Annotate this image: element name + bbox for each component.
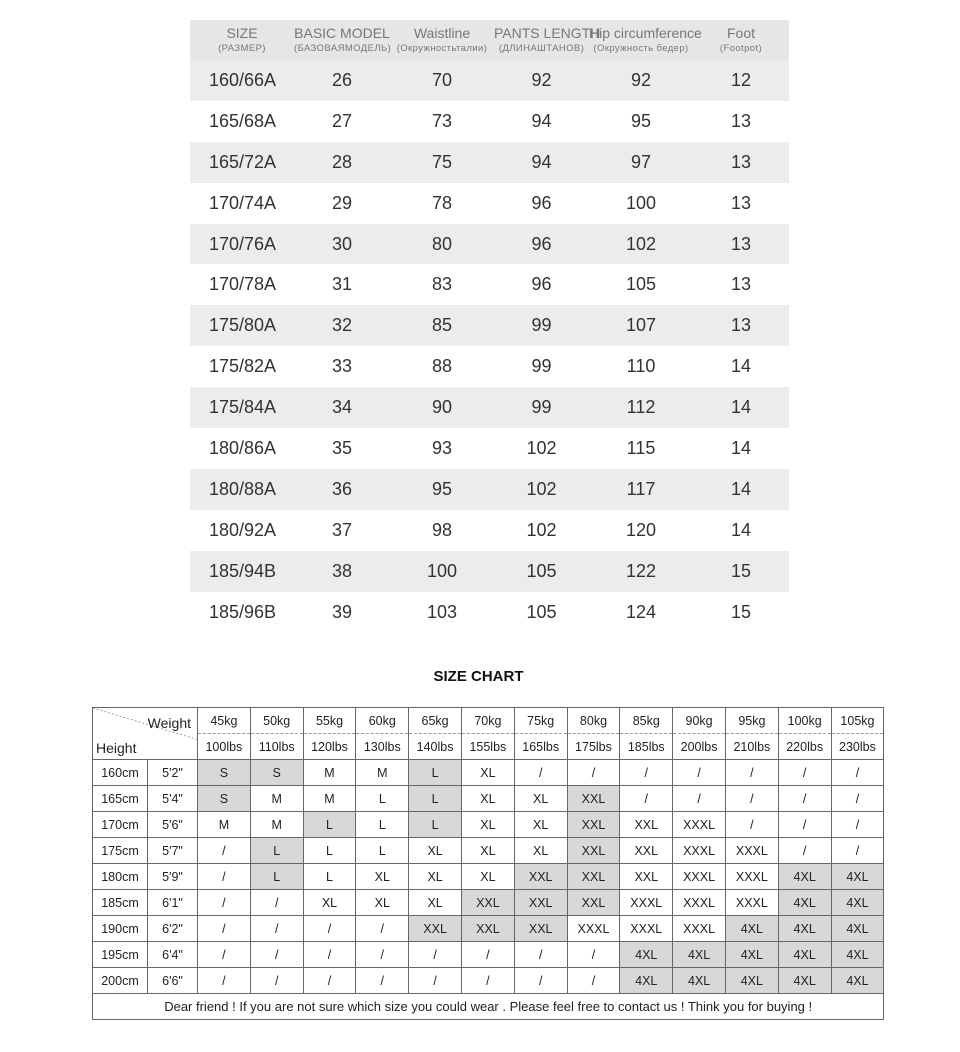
- size-cell: XL: [461, 786, 514, 812]
- size-cell: /: [778, 760, 831, 786]
- size-cell: L: [356, 838, 409, 864]
- measurement-cell: 14: [730, 478, 752, 499]
- size-cell: /: [303, 916, 356, 942]
- weight-lbs-cell: 220lbs: [778, 734, 831, 760]
- weight-kg-cell: 55kg: [303, 708, 356, 734]
- size-cell: 4XL: [831, 968, 884, 994]
- measurement-cell: 98: [431, 519, 453, 540]
- size-chart-table: [92, 707, 884, 1020]
- size-cell: /: [461, 942, 514, 968]
- header-en: SIZE: [226, 25, 258, 41]
- header-ru: (Окружностьталии): [396, 43, 488, 54]
- header-ru: (Footpot): [719, 43, 763, 54]
- size-cell: /: [198, 942, 251, 968]
- size-cell: /: [303, 942, 356, 968]
- weight-kg-cell: 45kg: [198, 708, 251, 734]
- weight-lbs-cell: 100lbs: [198, 734, 251, 760]
- header-en: Foot: [726, 25, 755, 41]
- measurement-cell: 88: [431, 356, 453, 377]
- measurement-cell: 94: [531, 151, 552, 172]
- size-cell: XXL: [567, 812, 620, 838]
- measurement-cell: 85: [431, 315, 453, 336]
- size-cell: /: [831, 838, 884, 864]
- weight-lbs-cell: 175lbs: [567, 734, 620, 760]
- measurement-cell: 13: [730, 151, 752, 172]
- weight-lbs-cell: 120lbs: [303, 734, 356, 760]
- weight-kg-cell: 75kg: [514, 708, 567, 734]
- measurement-cell: 102: [526, 437, 557, 458]
- size-cell: 4XL: [725, 942, 778, 968]
- measurement-cell: 96: [531, 233, 552, 254]
- weight-kg-cell: 65kg: [409, 708, 462, 734]
- measurement-cell: 97: [630, 151, 652, 172]
- measurement-cell: 124: [625, 601, 657, 622]
- size-cell: XL: [461, 864, 514, 890]
- size-cell: XL: [409, 864, 462, 890]
- weight-kg-cell: 100kg: [778, 708, 831, 734]
- measurement-row: [190, 305, 789, 346]
- measurement-cell: 83: [431, 274, 453, 295]
- measurement-cell: 34: [331, 397, 353, 418]
- size-cell: /: [514, 760, 567, 786]
- size-cell: 4XL: [725, 916, 778, 942]
- size-cell: /: [514, 942, 567, 968]
- measurement-cell: 99: [531, 356, 552, 377]
- height-ft-cell: 6'1": [148, 890, 198, 916]
- measurement-row: [190, 183, 789, 224]
- header-ru: (ДЛИНАШТАНОВ): [498, 43, 585, 54]
- size-cell: /: [778, 786, 831, 812]
- measurement-cell: 180/92A: [209, 519, 277, 540]
- weight-lbs-cell: 210lbs: [725, 734, 778, 760]
- measurement-cell: 165/68A: [209, 110, 277, 131]
- height-row: [93, 942, 884, 968]
- header-ru: (БАЗОВАЯМОДЕЛЬ): [294, 43, 392, 54]
- measurement-cell: 36: [331, 478, 353, 499]
- header-en: BASIC MODEL: [294, 25, 390, 41]
- size-cell: M: [303, 760, 356, 786]
- weight-kg-cell: 105kg: [831, 708, 884, 734]
- measurement-cell: 90: [431, 397, 453, 418]
- measurement-cell: 14: [730, 356, 752, 377]
- measurement-cell: 105: [526, 601, 557, 622]
- size-cell: L: [409, 760, 462, 786]
- measurement-cell: 175/82A: [209, 356, 277, 377]
- size-cell: XL: [514, 812, 567, 838]
- measurement-cell: 170/74A: [209, 192, 277, 213]
- size-cell: XXL: [620, 864, 673, 890]
- size-cell: XXXL: [620, 890, 673, 916]
- weight-lbs-cell: 130lbs: [356, 734, 409, 760]
- measurement-cell: 30: [331, 233, 353, 254]
- size-cell: 4XL: [778, 968, 831, 994]
- weight-kg-cell: 70kg: [461, 708, 514, 734]
- size-cell: /: [567, 942, 620, 968]
- size-cell: XXXL: [725, 890, 778, 916]
- measurement-row: [190, 264, 789, 305]
- size-cell: XXXL: [725, 838, 778, 864]
- measurement-row: [190, 60, 789, 101]
- header-en: PANTS LENGTH: [494, 25, 601, 41]
- weight-lbs-row: [93, 734, 884, 760]
- size-cell: /: [250, 916, 303, 942]
- size-cell: 4XL: [673, 968, 726, 994]
- size-cell: XXL: [620, 838, 673, 864]
- weight-kg-cell: 90kg: [673, 708, 726, 734]
- size-cell: /: [778, 838, 831, 864]
- measurement-cell: 185/94B: [209, 560, 277, 581]
- height-row: [93, 864, 884, 890]
- height-cm-cell: 160cm: [93, 760, 148, 786]
- size-cell: XXL: [620, 812, 673, 838]
- size-cell: XXXL: [673, 864, 726, 890]
- height-ft-cell: 6'2": [148, 916, 198, 942]
- height-row: [93, 890, 884, 916]
- height-row: [93, 968, 884, 994]
- size-cell: XXL: [514, 890, 567, 916]
- weight-lbs-cell: 200lbs: [673, 734, 726, 760]
- size-cell: L: [409, 786, 462, 812]
- size-cell: /: [831, 760, 884, 786]
- height-label: Height: [96, 740, 137, 756]
- measurement-row: [190, 142, 789, 183]
- size-cell: XXL: [567, 864, 620, 890]
- measurement-cell: 73: [431, 110, 453, 131]
- size-cell: /: [673, 760, 726, 786]
- weight-kg-cell: 50kg: [250, 708, 303, 734]
- measurement-cell: 80: [431, 233, 453, 254]
- size-cell: M: [303, 786, 356, 812]
- height-cm-cell: 185cm: [93, 890, 148, 916]
- measurement-table: [190, 20, 789, 632]
- height-ft-cell: 5'4": [148, 786, 198, 812]
- measurement-cell: 165/72A: [209, 151, 277, 172]
- size-cell: /: [725, 760, 778, 786]
- measurement-cell: 105: [625, 274, 657, 295]
- measurement-cell: 14: [730, 397, 752, 418]
- weight-label: Weight: [147, 715, 191, 731]
- size-cell: XXXL: [673, 812, 726, 838]
- height-ft-cell: 6'4": [148, 942, 198, 968]
- measurement-cell: 39: [331, 601, 353, 622]
- measurement-cell: 37: [331, 519, 353, 540]
- weight-lbs-cell: 230lbs: [831, 734, 884, 760]
- measurement-cell: 102: [625, 233, 657, 254]
- size-cell: L: [356, 786, 409, 812]
- measurement-row: [190, 510, 789, 551]
- weight-kg-cell: 80kg: [567, 708, 620, 734]
- measurement-cell: 26: [331, 69, 353, 90]
- size-cell: 4XL: [831, 864, 884, 890]
- size-cell: S: [198, 760, 251, 786]
- size-cell: XXL: [514, 864, 567, 890]
- measurement-row: [190, 469, 789, 510]
- measurement-cell: 92: [630, 69, 652, 90]
- size-cell: XXL: [567, 786, 620, 812]
- measurement-cell: 35: [331, 437, 353, 458]
- height-row: [93, 760, 884, 786]
- size-cell: S: [250, 760, 303, 786]
- measurement-cell: 170/78A: [209, 274, 277, 295]
- size-cell: XL: [461, 760, 514, 786]
- measurement-cell: 13: [730, 110, 752, 131]
- measurement-cell: 110: [626, 356, 656, 377]
- measurement-cell: 180/86A: [209, 437, 277, 458]
- size-cell: XL: [303, 890, 356, 916]
- height-cm-cell: 170cm: [93, 812, 148, 838]
- measurement-cell: 96: [531, 274, 552, 295]
- measurement-cell: 14: [730, 519, 752, 540]
- size-cell: L: [250, 838, 303, 864]
- size-cell: L: [409, 812, 462, 838]
- measurement-cell: 99: [531, 397, 552, 418]
- size-cell: L: [250, 864, 303, 890]
- size-cell: /: [620, 760, 673, 786]
- measurement-cell: 160/66A: [209, 69, 277, 90]
- measurement-cell: 70: [431, 69, 453, 90]
- height-ft-cell: 5'2": [148, 760, 198, 786]
- measurement-cell: 99: [531, 315, 552, 336]
- weight-lbs-cell: 110lbs: [250, 734, 303, 760]
- measurement-body: [190, 60, 789, 632]
- height-cm-cell: 195cm: [93, 942, 148, 968]
- measurement-cell: 122: [625, 560, 657, 581]
- measurement-cell: 13: [730, 233, 752, 254]
- size-cell: /: [250, 890, 303, 916]
- size-cell: XL: [409, 838, 462, 864]
- size-cell: L: [303, 838, 356, 864]
- size-cell: L: [303, 864, 356, 890]
- measurement-cell: 15: [730, 601, 752, 622]
- height-cm-cell: 165cm: [93, 786, 148, 812]
- chart-note: Dear friend ! If you are not sure which size you could wear . Please feel free to contact us ! Think you for buying !: [93, 994, 884, 1020]
- measurement-cell: 95: [630, 110, 652, 131]
- header-hip: [589, 20, 702, 60]
- measurement-cell: 103: [426, 601, 458, 622]
- size-chart-body: [93, 708, 884, 1020]
- measurement-cell: 100: [426, 560, 458, 581]
- height-ft-cell: 5'6": [148, 812, 198, 838]
- size-cell: /: [725, 812, 778, 838]
- size-cell: XXL: [567, 838, 620, 864]
- header-pants-length: [494, 20, 601, 60]
- measurement-cell: 95: [431, 478, 453, 499]
- height-cm-cell: 180cm: [93, 864, 148, 890]
- weight-kg-row: [93, 708, 884, 734]
- height-ft-cell: 6'6": [148, 968, 198, 994]
- size-cell: M: [198, 812, 251, 838]
- measurement-row: [190, 346, 789, 387]
- measurement-row: [190, 592, 789, 633]
- size-cell: /: [831, 786, 884, 812]
- size-cell: L: [356, 812, 409, 838]
- size-cell: M: [356, 760, 409, 786]
- header-en: Hip circumference: [589, 25, 702, 41]
- measurement-cell: 78: [431, 192, 453, 213]
- size-cell: XXL: [461, 890, 514, 916]
- note-row: [93, 994, 884, 1020]
- size-cell: /: [514, 968, 567, 994]
- height-row: [93, 916, 884, 942]
- measurement-row: [190, 551, 789, 592]
- size-cell: XXL: [461, 916, 514, 942]
- size-cell: XXXL: [673, 916, 726, 942]
- weight-lbs-cell: 140lbs: [409, 734, 462, 760]
- size-cell: L: [303, 812, 356, 838]
- size-cell: /: [250, 968, 303, 994]
- size-cell: /: [673, 786, 726, 812]
- measurement-cell: 94: [531, 110, 552, 131]
- measurement-cell: 112: [626, 397, 656, 418]
- size-cell: 4XL: [831, 916, 884, 942]
- size-cell: 4XL: [725, 968, 778, 994]
- size-cell: /: [409, 942, 462, 968]
- chart-corner: [93, 708, 198, 760]
- header-ru: (РАЗМЕР): [218, 43, 266, 54]
- size-cell: /: [198, 916, 251, 942]
- header-ru: (Окружность бедер): [593, 43, 689, 54]
- measurement-cell: 13: [730, 274, 752, 295]
- measurement-cell: 100: [625, 192, 657, 213]
- measurement-cell: 115: [626, 437, 656, 458]
- size-cell: /: [409, 968, 462, 994]
- header-waistline: [390, 20, 494, 60]
- size-cell: 4XL: [673, 942, 726, 968]
- measurement-cell: 13: [730, 192, 752, 213]
- size-cell: /: [198, 968, 251, 994]
- measurement-cell: 117: [626, 478, 656, 499]
- measurement-cell: 96: [531, 192, 552, 213]
- measurement-cell: 33: [331, 356, 353, 377]
- size-cell: 4XL: [778, 916, 831, 942]
- size-cell: XL: [514, 786, 567, 812]
- measurement-cell: 28: [331, 151, 353, 172]
- size-cell: /: [356, 968, 409, 994]
- weight-kg-cell: 95kg: [725, 708, 778, 734]
- size-cell: 4XL: [620, 968, 673, 994]
- size-cell: XXL: [514, 916, 567, 942]
- measurement-cell: 175/80A: [209, 315, 277, 336]
- weight-lbs-cell: 185lbs: [620, 734, 673, 760]
- size-cell: 4XL: [778, 942, 831, 968]
- measurement-cell: 12: [730, 69, 752, 90]
- size-cell: /: [567, 968, 620, 994]
- measurement-cell: 32: [331, 315, 353, 336]
- size-cell: XXXL: [673, 890, 726, 916]
- weight-kg-cell: 60kg: [356, 708, 409, 734]
- size-cell: M: [250, 812, 303, 838]
- measurement-cell: 92: [531, 69, 552, 90]
- measurement-cell: 27: [331, 110, 353, 131]
- size-cell: 4XL: [831, 942, 884, 968]
- size-cell: 4XL: [778, 890, 831, 916]
- size-cell: /: [356, 916, 409, 942]
- size-cell: /: [567, 760, 620, 786]
- weight-lbs-cell: 165lbs: [514, 734, 567, 760]
- height-ft-cell: 5'9": [148, 864, 198, 890]
- height-cm-cell: 200cm: [93, 968, 148, 994]
- size-cell: XL: [356, 890, 409, 916]
- height-row: [93, 786, 884, 812]
- header-size: [190, 20, 294, 60]
- height-cm-cell: 175cm: [93, 838, 148, 864]
- header-foot: [693, 20, 789, 60]
- size-cell: XXL: [409, 916, 462, 942]
- measurement-cell: 29: [331, 192, 353, 213]
- measurement-cell: 31: [331, 274, 353, 295]
- height-ft-cell: 5'7": [148, 838, 198, 864]
- size-cell: /: [303, 968, 356, 994]
- measurement-cell: 15: [730, 560, 752, 581]
- measurement-cell: 175/84A: [209, 397, 277, 418]
- measurement-cell: 180/88A: [209, 478, 277, 499]
- size-cell: /: [250, 942, 303, 968]
- size-cell: /: [198, 864, 251, 890]
- size-cell: 4XL: [778, 864, 831, 890]
- size-cell: XXXL: [567, 916, 620, 942]
- size-cell: XXXL: [725, 864, 778, 890]
- height-row: [93, 812, 884, 838]
- measurement-cell: 93: [431, 437, 453, 458]
- size-chart-title: SIZE CHART: [433, 668, 524, 685]
- measurement-cell: 75: [431, 151, 453, 172]
- size-cell: 4XL: [831, 890, 884, 916]
- measurement-row: [190, 428, 789, 469]
- measurement-cell: 102: [526, 519, 557, 540]
- measurement-cell: 14: [730, 437, 752, 458]
- height-row: [93, 838, 884, 864]
- measurement-cell: 185/96B: [209, 601, 277, 622]
- measurement-cell: 105: [526, 560, 557, 581]
- measurement-cell: 13: [730, 315, 752, 336]
- measurement-cell: 107: [625, 315, 657, 336]
- size-cell: XL: [356, 864, 409, 890]
- size-cell: XL: [461, 812, 514, 838]
- measurement-cell: 38: [331, 560, 353, 581]
- measurement-cell: 170/76A: [209, 233, 277, 254]
- size-cell: 4XL: [620, 942, 673, 968]
- measurement-cell: 102: [526, 478, 557, 499]
- measurement-cell: 120: [625, 519, 657, 540]
- size-cell: /: [461, 968, 514, 994]
- size-cell: XXL: [567, 890, 620, 916]
- size-cell: /: [198, 838, 251, 864]
- size-cell: XL: [409, 890, 462, 916]
- size-cell: /: [778, 812, 831, 838]
- header-en: Waistline: [413, 25, 471, 41]
- size-cell: /: [620, 786, 673, 812]
- size-cell: XXXL: [673, 838, 726, 864]
- weight-kg-cell: 85kg: [620, 708, 673, 734]
- size-cell: /: [725, 786, 778, 812]
- size-cell: /: [356, 942, 409, 968]
- size-cell: XXXL: [620, 916, 673, 942]
- measurement-row: [190, 387, 789, 428]
- height-cm-cell: 190cm: [93, 916, 148, 942]
- size-cell: /: [198, 890, 251, 916]
- size-cell: /: [831, 812, 884, 838]
- size-cell: S: [198, 786, 251, 812]
- weight-lbs-cell: 155lbs: [461, 734, 514, 760]
- size-cell: M: [250, 786, 303, 812]
- size-cell: XL: [514, 838, 567, 864]
- measurement-row: [190, 101, 789, 142]
- measurement-header-row: [190, 20, 789, 60]
- measurement-row: [190, 224, 789, 265]
- header-basic-model: [294, 20, 390, 60]
- size-cell: XL: [461, 838, 514, 864]
